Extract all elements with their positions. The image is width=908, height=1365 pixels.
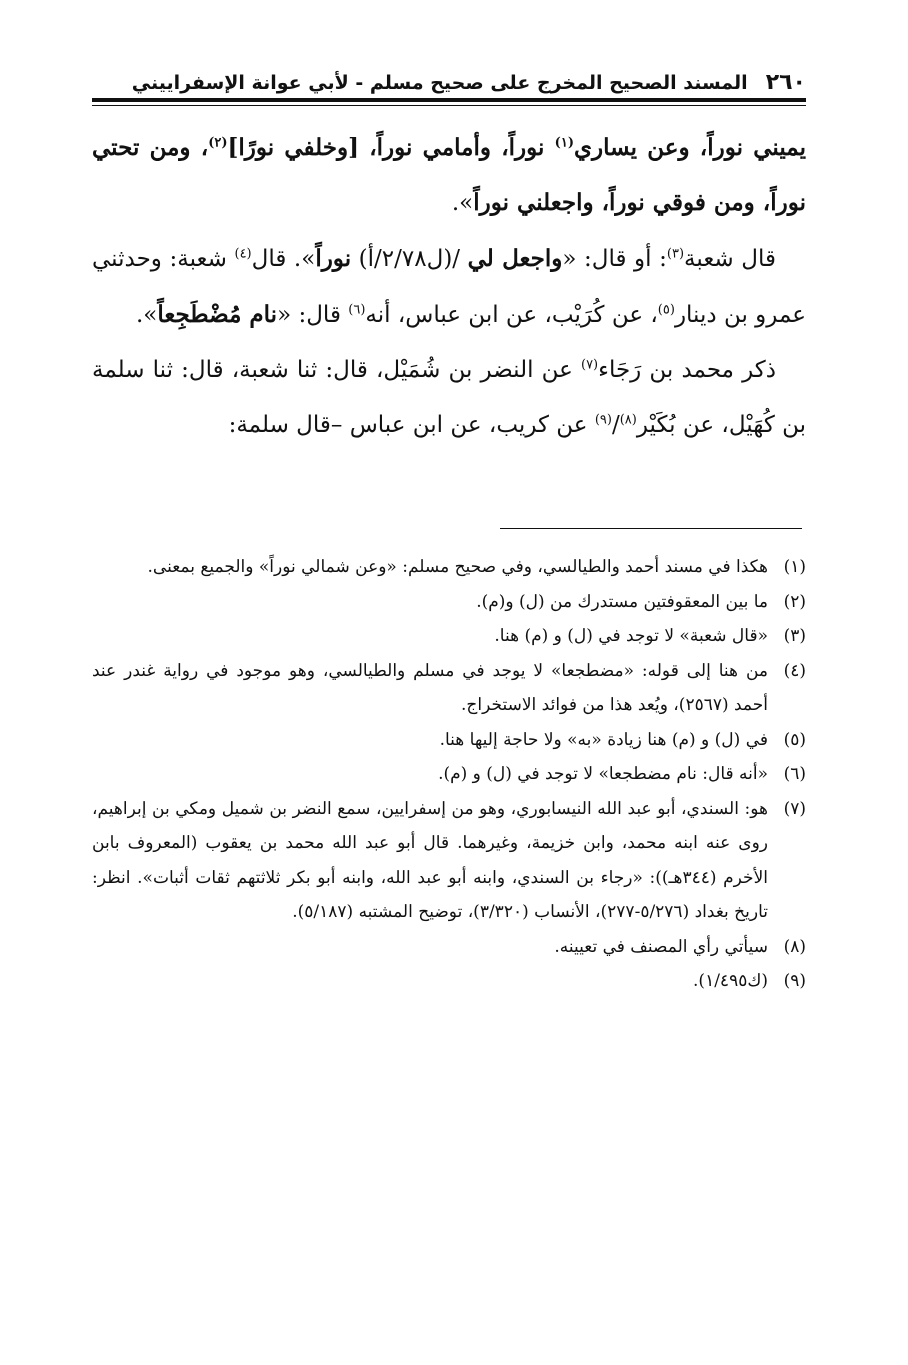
- text-run: ». قال: [251, 246, 316, 272]
- footnote-number: (٥): [783, 729, 806, 750]
- footnotes: [92, 550, 806, 999]
- header-rule-thin: [92, 105, 806, 106]
- footnote-number: (٩): [783, 971, 806, 991]
- page-number: ٢٦٠: [765, 70, 806, 95]
- text-run: /(ل٢/٧٨/أ): [351, 246, 468, 272]
- footnote-ref-3: (٣): [666, 246, 685, 262]
- paragraph-1: [92, 120, 806, 231]
- bold-run: واجعل لي: [467, 245, 563, 272]
- main-text: [92, 120, 806, 453]
- text-run: ».: [135, 302, 158, 328]
- text-run: /: [611, 412, 620, 438]
- footnote-number: (٧): [783, 798, 806, 819]
- footnote-ref-8: (٨): [619, 412, 637, 428]
- text-run: شعبة: وحدثني عمرو بن دينار: [92, 246, 806, 328]
- bold-run: نوراً: [315, 245, 352, 272]
- footnote: [92, 723, 806, 758]
- footnote-text: «أنه قال: نام مضطجعا» لا توجد في (ل) و (م).: [438, 764, 768, 784]
- running-header: [92, 58, 806, 98]
- text-run: قال: «: [277, 302, 349, 328]
- footnote: [92, 585, 806, 620]
- footnote-text: هو: السندي، أبو عبد الله النيسابوري، وهو من إسفرايين، سمع النضر بن شميل ومكي بن إبراهيم، روى عنه ابنه محمد، وابن خزيمة، وغيرهما. قال أبو عبد الله محمد بن يعقوب (المعروف بابن الأخرم (٣٤٤هـ)): «رجاء بن السندي، وابنه أبو عبد الله، وابنه أبو بكر ثلاثتهم ثقات أثبات». انظر: تاريخ بغداد (٥/٢٧٦-٢٧٧)، الأنساب (٣/٣٢٠)، توضيح المشتبه (٥/١٨٧).: [92, 798, 768, 922]
- footnote-ref-1: (١): [554, 135, 574, 151]
- text-run: عن كريب، عن ابن عباس –قال سلمة:: [228, 412, 595, 438]
- header-rule-thick: [92, 98, 806, 102]
- footnote-text: «قال شعبة» لا توجد في (ل) و (م) هنا.: [494, 626, 768, 646]
- footnote: [92, 930, 806, 965]
- footnote: [92, 757, 806, 792]
- footnote-number: (٤): [783, 660, 806, 681]
- paragraph-3: [92, 343, 806, 453]
- text-run: نوراً، وأمامي نوراً، [وخلفي نورًا]: [227, 134, 555, 161]
- footnote-separator: [500, 528, 802, 529]
- footnote-ref-5: (٥): [657, 302, 675, 318]
- footnote-ref-6: (٦): [348, 302, 366, 318]
- text-run: عن النضر بن شُمَيْل، قال: ثنا شعبة، قال: ثنا سلمة بن كُهَيْل، عن بُكَيْر: [92, 357, 806, 438]
- footnote-ref-2: (٢): [208, 135, 228, 151]
- footnote-text: من هنا إلى قوله: «مضطجعا» لا يوجد في مسلم والطيالسي، وهو موجود في رواية غندر عند أحمد (٢٥٦٧)، ويُعد هذا من فوائد الاستخراج.: [92, 660, 768, 715]
- footnote-number: (٦): [783, 764, 806, 784]
- footnote: [92, 550, 806, 585]
- footnote-text: في (ل) و (م) هنا زيادة «به» ولا حاجة إليها هنا.: [439, 729, 768, 750]
- footnote-number: (١): [783, 557, 806, 577]
- footnote-ref-4: (٤): [234, 246, 252, 262]
- book-title: المسند الصحيح المخرج على صحيح مسلم - لأبي عوانة الإسفراييني: [131, 72, 748, 94]
- text-run: ، ومن تحتي نوراً، ومن فوقي نوراً، واجعلني نوراً: [92, 134, 806, 216]
- paragraph-2: [92, 231, 806, 343]
- footnote-text: (ك١/٤٩٥).: [693, 971, 768, 991]
- footnote-number: (٨): [783, 936, 806, 957]
- text-run: ، عن كُرَيْب، عن ابن عباس، أنه: [365, 302, 658, 328]
- text-run: ذكر محمد بن رَجَاء: [598, 357, 776, 383]
- footnote: [92, 654, 806, 723]
- footnote-text: سيأتي رأي المصنف في تعيينه.: [554, 936, 768, 957]
- footnote-text: ما بين المعقوفتين مستدرك من (ل) و(م).: [476, 591, 768, 612]
- footnote-number: (٢): [783, 591, 806, 612]
- footnote-ref-7: (٧): [580, 357, 599, 373]
- text-run: قال شعبة: [684, 246, 776, 272]
- text-run: يميني نوراً، وعن يساري: [573, 134, 806, 161]
- footnote-text: هكذا في مسند أحمد والطيالسي، وفي صحيح مسلم: «وعن شمالي نوراً» والجميع بمعنى.: [147, 557, 768, 577]
- text-run: : أو قال: «: [562, 246, 667, 272]
- footnote-ref-9: (٩): [594, 412, 612, 428]
- footnote: [92, 792, 806, 930]
- footnote-number: (٣): [783, 626, 806, 646]
- bold-run: نام مُضْطَجِعاً: [157, 301, 278, 328]
- footnote: [92, 964, 806, 999]
- text-run: ».: [451, 190, 474, 216]
- footnote: [92, 619, 806, 654]
